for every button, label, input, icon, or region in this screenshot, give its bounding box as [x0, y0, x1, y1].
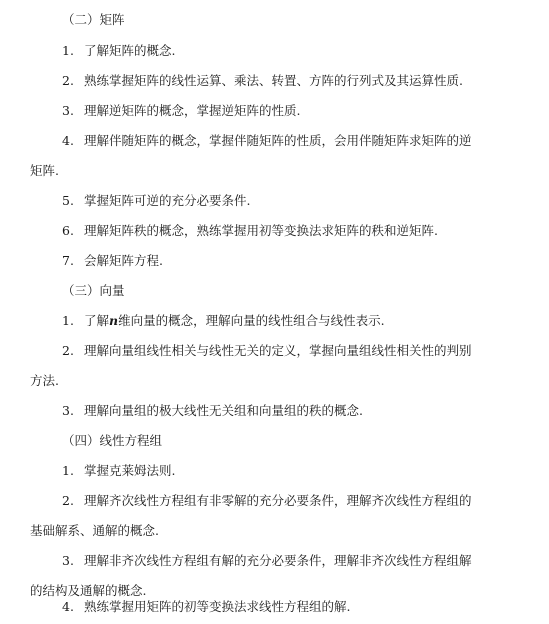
item-number: 3.	[62, 103, 74, 118]
item-number: 2.	[62, 73, 74, 88]
item-text-prefix: 了解	[83, 313, 109, 328]
item-text: 理解矩阵秩的概念，熟练掌握用初等变换法求矩阵的秩和逆矩阵.	[83, 223, 438, 238]
item-text: 熟练掌握矩阵的线性运算、乘法、转置、方阵的行列式及其运算性质.	[83, 73, 463, 88]
list-item	[0, 186, 549, 215]
item-continuation: 的结构及通解的概念.	[30, 583, 147, 598]
item-continuation: 矩阵.	[30, 163, 59, 178]
list-item	[0, 546, 549, 575]
item-number: 2.	[62, 343, 74, 358]
section-heading-vector: （三）向量	[62, 283, 125, 298]
item-text: 理解伴随矩阵的概念，掌握伴随矩阵的性质，会用伴随矩阵求矩阵的逆	[83, 133, 472, 148]
list-item	[0, 126, 549, 155]
list-item	[0, 216, 549, 245]
item-number: 1.	[62, 43, 74, 58]
item-text: 了解矩阵的概念.	[83, 43, 176, 58]
item-number: 3.	[62, 403, 74, 418]
item-number: 6.	[62, 223, 74, 238]
item-text: 理解向量组的极大线性无关组和向量组的秩的概念.	[83, 403, 363, 418]
item-number: 2.	[62, 493, 74, 508]
list-item	[0, 66, 549, 95]
item-number: 3.	[62, 553, 74, 568]
item-text: 掌握克莱姆法则.	[83, 463, 176, 478]
list-item	[0, 396, 549, 425]
item-number: 4.	[62, 133, 74, 148]
variable-n: n	[109, 313, 119, 328]
item-number: 4.	[62, 599, 74, 614]
item-number: 1.	[62, 463, 74, 478]
list-item	[0, 486, 549, 515]
item-number: 1.	[62, 313, 74, 328]
list-item	[0, 306, 549, 335]
list-item	[0, 36, 549, 65]
list-item	[0, 592, 549, 621]
item-text: 掌握矩阵可逆的充分必要条件.	[83, 193, 251, 208]
list-item	[0, 456, 549, 485]
item-continuation: 方法.	[30, 373, 59, 388]
item-text: 理解齐次线性方程组有非零解的充分必要条件，理解齐次线性方程组的	[83, 493, 472, 508]
item-text: 维向量的概念，理解向量的线性组合与线性表示.	[118, 313, 385, 328]
section-heading-linear-equations: （四）线性方程组	[62, 433, 163, 448]
list-item	[0, 336, 549, 365]
item-text: 理解向量组线性相关与线性无关的定义，掌握向量组线性相关性的判别	[83, 343, 472, 358]
section-heading-matrix: （二）矩阵	[62, 12, 125, 27]
list-item	[0, 96, 549, 125]
item-text: 理解非齐次线性方程组有解的充分必要条件，理解非齐次线性方程组解	[83, 553, 472, 568]
list-item	[0, 246, 549, 275]
item-text: 会解矩阵方程.	[83, 253, 163, 268]
item-number: 7.	[62, 253, 74, 268]
item-text: 理解逆矩阵的概念，掌握逆矩阵的性质.	[83, 103, 301, 118]
item-number: 5.	[62, 193, 74, 208]
item-text: 熟练掌握用矩阵的初等变换法求线性方程组的解.	[83, 599, 351, 614]
item-continuation: 基础解系、通解的概念.	[30, 523, 159, 538]
